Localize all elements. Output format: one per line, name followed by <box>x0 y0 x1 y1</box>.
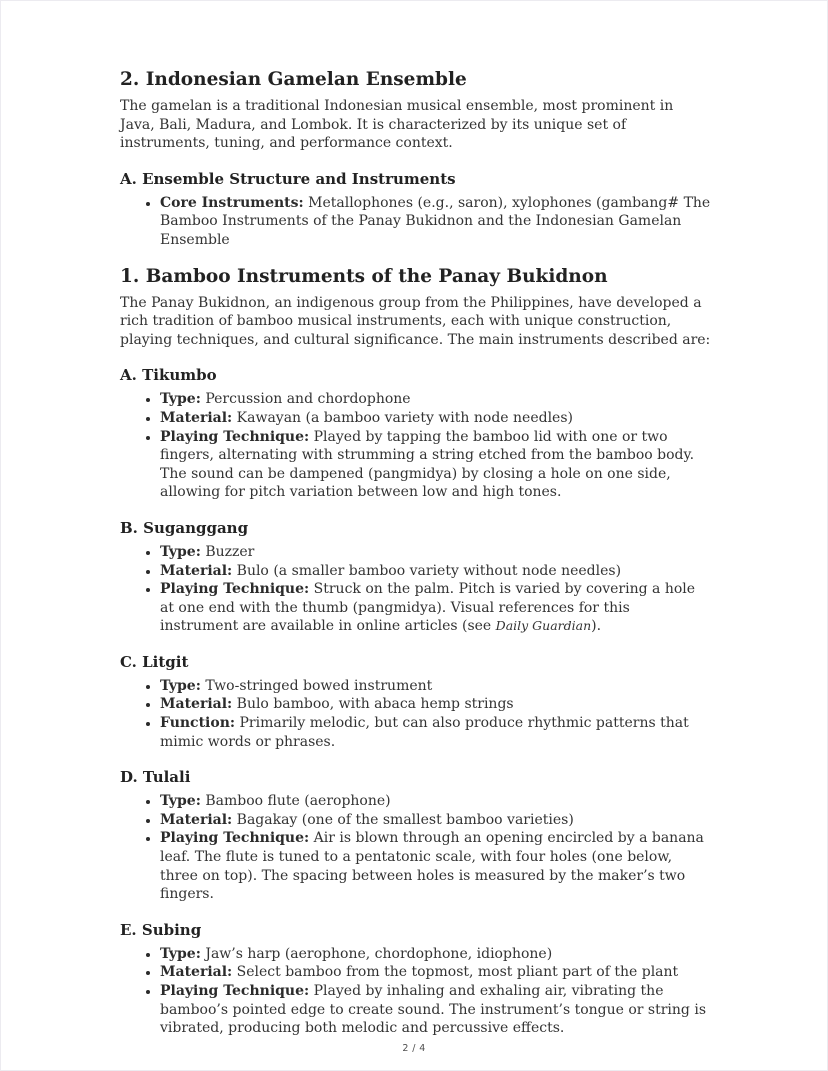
section-heading-large: 1. Bamboo Instruments of the Panay Bukidnon <box>120 265 608 287</box>
list-item-label: Function: <box>160 715 236 732</box>
bullet-list <box>120 543 712 636</box>
citation-text: Daily Guardian <box>495 618 592 634</box>
document-content <box>120 68 712 1038</box>
list-item-label: Playing Technique: <box>160 830 310 847</box>
list-item-text: Played by tapping the bamboo lid with one or two fingers, alternating with strumming a string etched from the bamboo body. The sound can be dampened (pangmidya) by closing a hole on one side, allowing for pitch variation between low and high tones. <box>160 428 695 501</box>
list-item <box>160 963 712 982</box>
list-item-label: Material: <box>160 562 233 579</box>
list-item <box>160 829 712 903</box>
list-item-label: Material: <box>160 964 233 981</box>
section-heading-large: 2. Indonesian Gamelan Ensemble <box>120 69 467 90</box>
list-item <box>160 194 712 250</box>
bullet-list <box>120 945 712 1038</box>
list-item-label: Material: <box>160 696 233 713</box>
section-heading-small: A. Ensemble Structure and Instruments <box>120 169 456 188</box>
list-item-label: Playing Technique: <box>160 983 310 999</box>
section-heading-small: C. Litgit <box>120 652 189 671</box>
list-item-text: Two-stringed bowed instrument <box>200 677 433 694</box>
list-item-label: Material: <box>160 409 233 426</box>
section-heading-small: A. Tikumbo <box>120 366 217 385</box>
section-heading-small: E. Subing <box>120 920 202 939</box>
list-item <box>160 580 712 636</box>
list-item <box>160 811 712 830</box>
list-item-text: Air is blown through an opening encircled by a banana leaf. The flute is tuned to a pentatonic scale, with four holes (one below, three on top). The spacing between holes is measured by the maker’s two fingers. <box>160 830 704 903</box>
section-heading-small: D. Tulali <box>120 768 191 787</box>
list-item-label: Type: <box>160 945 201 962</box>
list-item-text: ). <box>591 618 602 635</box>
list-item-text: Select bamboo from the topmost, most pliant part of the plant <box>232 964 679 981</box>
bullet-list <box>120 792 712 904</box>
list-item-text: Bulo (a smaller bamboo variety without node needles) <box>232 562 622 579</box>
list-item <box>160 428 712 502</box>
list-item-label: Playing Technique: <box>160 428 310 445</box>
list-item-text: Struck on the palm. Pitch is varied by covering a hole at one end with the thumb (pangmidya). Visual references for this instrument are available in online articles (see <box>160 581 696 635</box>
list-item-text: Buzzer <box>200 543 255 560</box>
list-item-label: Type: <box>160 677 201 694</box>
list-item-label: Playing Technique: <box>160 581 310 598</box>
bullet-list <box>120 390 712 502</box>
list-item-text: Percussion and chordophone <box>200 391 411 408</box>
list-item <box>160 714 712 751</box>
list-item-text: Bulo bamboo, with abaca hemp strings <box>232 696 514 713</box>
list-item <box>160 695 712 714</box>
list-item <box>160 562 712 581</box>
list-item-text: Bamboo flute (aerophone) <box>200 793 391 810</box>
list-item <box>160 543 712 562</box>
list-item-label: Material: <box>160 811 233 828</box>
list-item <box>160 409 712 428</box>
section-heading-small: B. Suganggang <box>120 518 249 537</box>
list-item <box>160 677 712 696</box>
list-item-label: Type: <box>160 391 201 408</box>
list-item-label: Type: <box>160 793 201 810</box>
paragraph: The Panay Bukidnon, an indigenous group from the Philippines, have developed a rich tradition of bamboo musical instruments, each with unique construction, playing techniques, and cultural significance. The main instruments described are: <box>120 294 711 348</box>
list-item <box>160 945 712 964</box>
bullet-list <box>120 194 712 250</box>
page-number: 2 / 4 <box>402 1043 426 1054</box>
list-item <box>160 792 712 811</box>
bullet-list <box>120 677 712 751</box>
list-item-text: Jaw’s harp (aerophone, chordophone, idiophone) <box>200 945 553 962</box>
list-item-text: Played by inhaling and exhaling air, vibrating the bamboo’s pointed edge to create sound. The instrument’s tongue or string is vibrated, producing both melodic and percussive effects. <box>160 983 706 1037</box>
list-item-label: Core Instruments: <box>160 194 304 211</box>
list-item-text: Primarily melodic, but can also produce rhythmic patterns that mimic words or phrases. <box>160 715 689 750</box>
list-item-label: Type: <box>160 543 201 560</box>
list-item-text: Metallophones (e.g., saron), xylophones (gambang# The Bamboo Instruments of the Panay Bukidnon and the Indonesian Gamelan Ensemble <box>160 194 711 248</box>
list-item-text: Bagakay (one of the smallest bamboo varieties) <box>232 811 574 828</box>
list-item-text: Kawayan (a bamboo variety with node needles) <box>232 409 573 426</box>
paragraph: The gamelan is a traditional Indonesian musical ensemble, most prominent in Java, Bali, Madura, and Lombok. It is characterized by its unique set of instruments, tuning, and performance context. <box>120 98 674 152</box>
list-item <box>160 390 712 409</box>
list-item <box>160 982 712 1038</box>
